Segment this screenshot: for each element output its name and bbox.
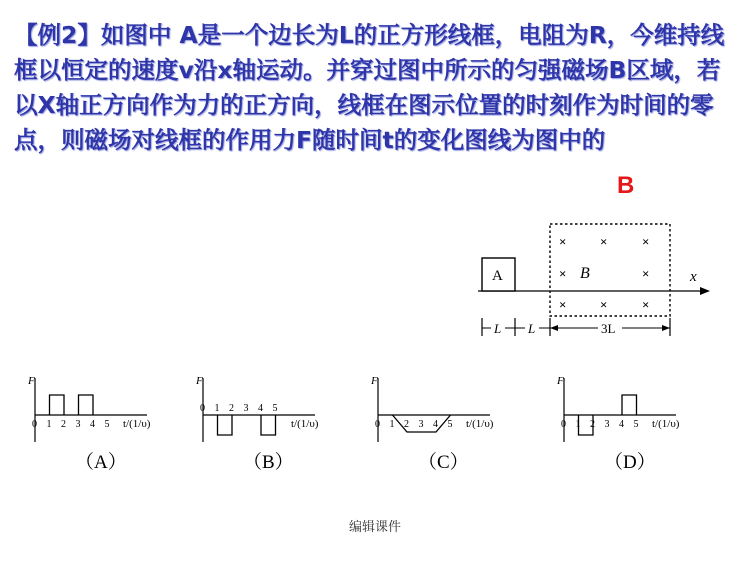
option-label: （C） (418, 452, 469, 473)
tick-label: 4 (619, 419, 624, 430)
tick-label: 4 (433, 419, 438, 430)
field-mark: × (559, 234, 567, 249)
tick-label: 0 (561, 419, 566, 430)
x-axis-label: t/(1/υ) (466, 418, 494, 430)
y-axis-label: F (557, 375, 564, 387)
y-axis-label: F (28, 375, 35, 387)
dim-label: L (494, 321, 502, 336)
field-diagram (470, 218, 715, 340)
tick-label: 5 (633, 419, 639, 430)
option-label: （B） (243, 452, 294, 473)
tick-label: 2 (404, 419, 409, 430)
field-mark: × (642, 266, 650, 281)
y-axis-label: F (371, 375, 378, 387)
tick-label: 3 (75, 419, 81, 430)
y-axis-label: F (196, 375, 203, 387)
tick-label: 1 (46, 419, 52, 430)
tick-label: 4 (258, 403, 263, 414)
tick-label: 2 (590, 419, 595, 430)
option-graph-d (556, 370, 726, 475)
force-pulse (261, 415, 276, 435)
option-graph-c (370, 370, 540, 475)
option-label: （A） (75, 452, 127, 473)
field-mark: × (600, 234, 608, 249)
footer-text: 编辑课件 (348, 520, 401, 535)
force-pulse (218, 415, 233, 435)
tick-label: 3 (418, 419, 424, 430)
option-label: （D） (604, 452, 656, 473)
dim-label: L (528, 321, 536, 336)
dim-label: 3L (601, 321, 616, 336)
x-axis-label: t/(1/υ) (291, 418, 319, 430)
field-marks (559, 234, 649, 312)
tick-label: 0 (200, 403, 205, 414)
tick-label: 5 (447, 419, 453, 430)
frame-label: A (492, 268, 503, 284)
tick-label: 5 (272, 403, 278, 414)
tick-label: 2 (229, 403, 234, 414)
force-pulse (79, 395, 94, 415)
field-mark: × (559, 297, 567, 312)
tick-label: 3 (243, 403, 249, 414)
option-graph-b (195, 370, 355, 475)
tick-label: 0 (32, 419, 37, 430)
question-tag: 【例2】 (14, 21, 101, 49)
magnetic-field-region (550, 224, 670, 316)
tick-label: 5 (104, 419, 110, 430)
x-axis-label: t/(1/υ) (652, 418, 680, 430)
option-graph-a (27, 370, 187, 475)
field-mark: × (642, 234, 650, 249)
tick-label: 1 (214, 403, 220, 414)
question-text (14, 18, 740, 158)
force-pulse (622, 395, 637, 415)
question-body: 如图中 A是一个边长为L的正方形线框，电阻为R，今维持线框以恒定的速度v沿x轴运动。并穿过图中所示的匀强磁场B区域，若以X轴正方向作为力的正方向，线框在图示位置的时刻作为时间的零点，则磁场对线框的作用力F随时间t的变化图线为图中的 (14, 21, 725, 154)
tick-label: 1 (575, 419, 581, 430)
x-axis-label: x (690, 269, 697, 285)
tick-label: 1 (389, 419, 395, 430)
field-label: B (580, 265, 590, 282)
field-mark: × (642, 297, 650, 312)
tick-label: 4 (90, 419, 95, 430)
force-pulse (50, 395, 65, 415)
tick-label: 2 (61, 419, 66, 430)
field-mark: × (600, 297, 608, 312)
x-axis-label: t/(1/υ) (123, 418, 151, 430)
field-mark: × (559, 266, 567, 281)
tick-label: 3 (604, 419, 610, 430)
answer-mark: B (617, 172, 635, 199)
tick-label: 0 (375, 419, 380, 430)
